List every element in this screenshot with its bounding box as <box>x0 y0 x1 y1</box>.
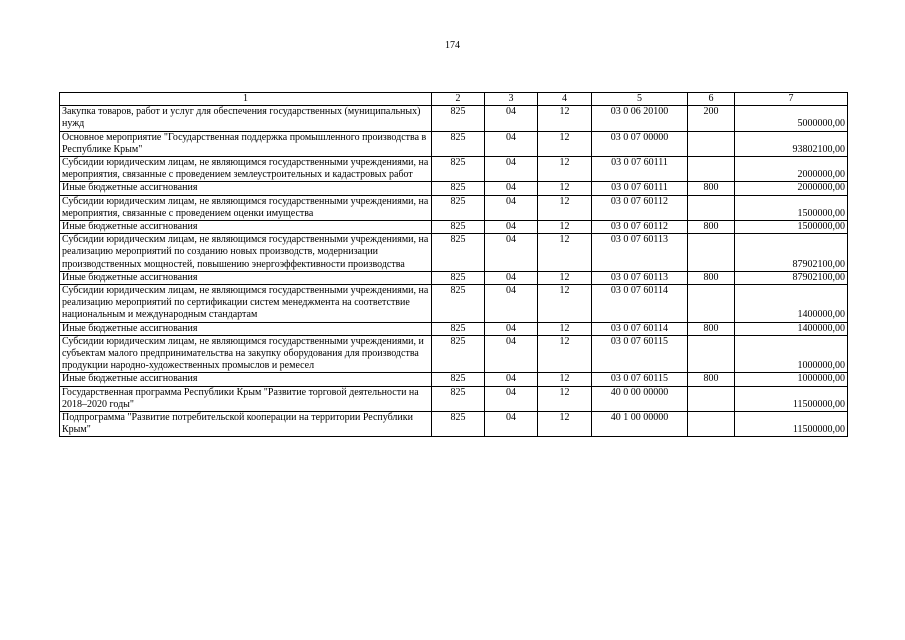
item-name-cell: Иные бюджетные ассигнования <box>60 322 432 335</box>
section-code-cell: 04 <box>485 335 538 373</box>
amount-cell: 87902100,00 <box>735 271 848 284</box>
subsection-code-cell: 12 <box>538 131 592 156</box>
section-code-cell: 04 <box>485 131 538 156</box>
expense-type-cell <box>688 412 735 437</box>
table-row <box>60 335 848 373</box>
table-row <box>60 412 848 437</box>
table-header-row <box>60 93 848 106</box>
section-code-cell: 04 <box>485 157 538 182</box>
subsection-code-cell: 12 <box>538 322 592 335</box>
expense-type-cell <box>688 285 735 323</box>
item-name-cell: Субсидии юридическим лицам, не являющимся государственными учреждениями, на мероприятия, связанные с проведением оценки имущества <box>60 195 432 220</box>
expense-type-cell: 200 <box>688 106 735 131</box>
admin-code-cell: 825 <box>432 106 485 131</box>
amount-cell: 2000000,00 <box>735 182 848 195</box>
expense-type-cell: 800 <box>688 221 735 234</box>
target-article-cell: 03 0 07 60113 <box>592 234 688 272</box>
expense-type-cell <box>688 131 735 156</box>
item-name-cell: Субсидии юридическим лицам, не являющимся государственными учреждениями, на реализацию мероприятий по созданию новых производств, модернизации производственных мощностей, повышению энергоэффективности производства <box>60 234 432 272</box>
admin-code-cell: 825 <box>432 335 485 373</box>
subsection-code-cell: 12 <box>538 182 592 195</box>
table-row <box>60 221 848 234</box>
admin-code-cell: 825 <box>432 386 485 411</box>
expense-type-cell <box>688 386 735 411</box>
header-cell: 5 <box>592 93 688 106</box>
target-article-cell: 03 0 07 60113 <box>592 271 688 284</box>
section-code-cell: 04 <box>485 182 538 195</box>
item-name-cell: Подпрограмма "Развитие потребительской кооперации на территории Республики Крым" <box>60 412 432 437</box>
admin-code-cell: 825 <box>432 195 485 220</box>
table-row <box>60 234 848 272</box>
target-article-cell: 03 0 07 60115 <box>592 373 688 386</box>
section-code-cell: 04 <box>485 386 538 411</box>
header-cell: 1 <box>60 93 432 106</box>
subsection-code-cell: 12 <box>538 271 592 284</box>
item-name-cell: Основное мероприятие "Государственная поддержка промышленного производства в Республике Крым" <box>60 131 432 156</box>
item-name-cell: Закупка товаров, работ и услуг для обеспечения государственных (муниципальных) нужд <box>60 106 432 131</box>
admin-code-cell: 825 <box>432 221 485 234</box>
admin-code-cell: 825 <box>432 157 485 182</box>
subsection-code-cell: 12 <box>538 106 592 131</box>
item-name-cell: Иные бюджетные ассигнования <box>60 373 432 386</box>
table-row <box>60 285 848 323</box>
table-row <box>60 271 848 284</box>
subsection-code-cell: 12 <box>538 221 592 234</box>
page-number: 174 <box>445 40 460 51</box>
table-row <box>60 131 848 156</box>
admin-code-cell: 825 <box>432 182 485 195</box>
amount-cell: 1000000,00 <box>735 335 848 373</box>
amount-cell: 2000000,00 <box>735 157 848 182</box>
table-row <box>60 106 848 131</box>
admin-code-cell: 825 <box>432 412 485 437</box>
table-row <box>60 373 848 386</box>
amount-cell: 1400000,00 <box>735 322 848 335</box>
section-code-cell: 04 <box>485 221 538 234</box>
subsection-code-cell: 12 <box>538 373 592 386</box>
section-code-cell: 04 <box>485 285 538 323</box>
section-code-cell: 04 <box>485 373 538 386</box>
amount-cell: 93802100,00 <box>735 131 848 156</box>
amount-cell: 11500000,00 <box>735 412 848 437</box>
target-article-cell: 03 0 07 60114 <box>592 322 688 335</box>
item-name-cell: Иные бюджетные ассигнования <box>60 271 432 284</box>
target-article-cell: 03 0 07 60112 <box>592 221 688 234</box>
subsection-code-cell: 12 <box>538 234 592 272</box>
admin-code-cell: 825 <box>432 322 485 335</box>
section-code-cell: 04 <box>485 271 538 284</box>
header-cell: 4 <box>538 93 592 106</box>
expense-type-cell: 800 <box>688 322 735 335</box>
subsection-code-cell: 12 <box>538 285 592 323</box>
subsection-code-cell: 12 <box>538 335 592 373</box>
target-article-cell: 03 0 07 60114 <box>592 285 688 323</box>
item-name-cell: Субсидии юридическим лицам, не являющимся государственными учреждениями, и субъектам малого предпринимательства на закупку оборудования для производства продукции народно-художественных промыслов и ремесел <box>60 335 432 373</box>
amount-cell: 1000000,00 <box>735 373 848 386</box>
expense-type-cell <box>688 335 735 373</box>
expense-type-cell: 800 <box>688 182 735 195</box>
expense-type-cell <box>688 195 735 220</box>
subsection-code-cell: 12 <box>538 157 592 182</box>
expense-type-cell: 800 <box>688 373 735 386</box>
budget-table <box>59 92 848 437</box>
header-cell: 2 <box>432 93 485 106</box>
item-name-cell: Субсидии юридическим лицам, не являющимся государственными учреждениями, на мероприятия, связанные с проведением землеустроительных и кадастровых работ <box>60 157 432 182</box>
admin-code-cell: 825 <box>432 131 485 156</box>
table-body <box>60 93 848 437</box>
amount-cell: 87902100,00 <box>735 234 848 272</box>
admin-code-cell: 825 <box>432 285 485 323</box>
amount-cell: 1500000,00 <box>735 221 848 234</box>
item-name-cell: Иные бюджетные ассигнования <box>60 221 432 234</box>
target-article-cell: 03 0 07 60111 <box>592 157 688 182</box>
item-name-cell: Субсидии юридическим лицам, не являющимся государственными учреждениями, на реализацию мероприятий по сертификации систем менеджмента на соответствие национальным и международным стандартам <box>60 285 432 323</box>
amount-cell: 11500000,00 <box>735 386 848 411</box>
expense-type-cell <box>688 157 735 182</box>
target-article-cell: 03 0 07 60111 <box>592 182 688 195</box>
subsection-code-cell: 12 <box>538 386 592 411</box>
target-article-cell: 03 0 07 60115 <box>592 335 688 373</box>
target-article-cell: 03 0 07 60112 <box>592 195 688 220</box>
section-code-cell: 04 <box>485 234 538 272</box>
table-row <box>60 182 848 195</box>
section-code-cell: 04 <box>485 412 538 437</box>
admin-code-cell: 825 <box>432 271 485 284</box>
amount-cell: 1400000,00 <box>735 285 848 323</box>
section-code-cell: 04 <box>485 195 538 220</box>
item-name-cell: Государственная программа Республики Крым "Развитие торговой деятельности на 2018–2020 годы" <box>60 386 432 411</box>
subsection-code-cell: 12 <box>538 195 592 220</box>
target-article-cell: 03 0 07 00000 <box>592 131 688 156</box>
item-name-cell: Иные бюджетные ассигнования <box>60 182 432 195</box>
target-article-cell: 40 0 00 00000 <box>592 386 688 411</box>
header-cell: 7 <box>735 93 848 106</box>
admin-code-cell: 825 <box>432 234 485 272</box>
expense-type-cell: 800 <box>688 271 735 284</box>
header-cell: 6 <box>688 93 735 106</box>
amount-cell: 1500000,00 <box>735 195 848 220</box>
header-cell: 3 <box>485 93 538 106</box>
table-row <box>60 157 848 182</box>
table-row <box>60 386 848 411</box>
section-code-cell: 04 <box>485 106 538 131</box>
table-row <box>60 322 848 335</box>
amount-cell: 5000000,00 <box>735 106 848 131</box>
target-article-cell: 40 1 00 00000 <box>592 412 688 437</box>
section-code-cell: 04 <box>485 322 538 335</box>
target-article-cell: 03 0 06 20100 <box>592 106 688 131</box>
expense-type-cell <box>688 234 735 272</box>
admin-code-cell: 825 <box>432 373 485 386</box>
table-row <box>60 195 848 220</box>
subsection-code-cell: 12 <box>538 412 592 437</box>
